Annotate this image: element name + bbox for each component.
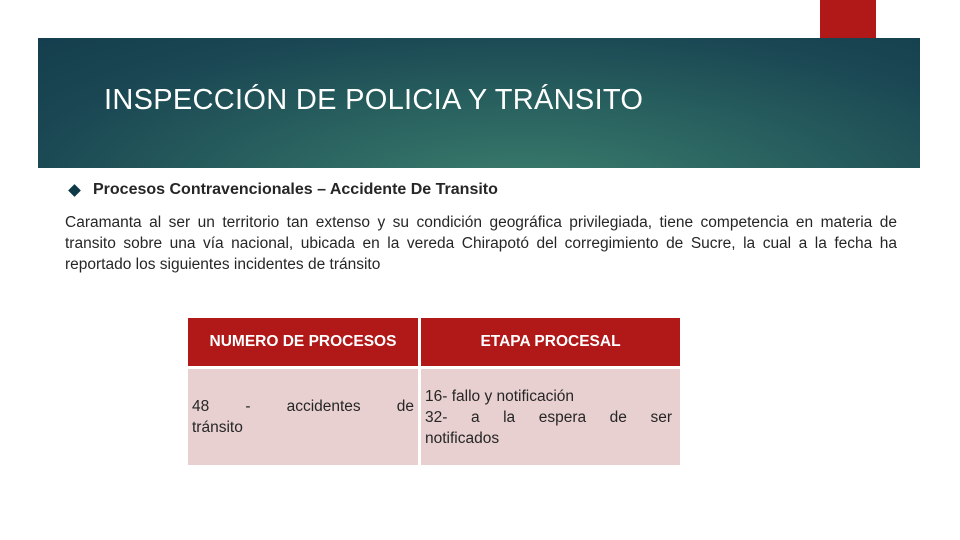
cell-line: tránsito bbox=[192, 419, 243, 436]
table-header-row bbox=[188, 318, 680, 368]
header-etapa-procesal: ETAPA PROCESAL bbox=[420, 318, 681, 368]
slide-title: INSPECCIÓN DE POLICIA Y TRÁNSITO bbox=[104, 84, 644, 116]
process-table bbox=[188, 318, 680, 465]
cell-line: 32- a la espera de ser bbox=[425, 408, 672, 426]
bullet-point bbox=[68, 180, 498, 200]
table-row bbox=[188, 368, 680, 466]
bullet-text: Procesos Contravencionales – Accidente De Transito bbox=[93, 181, 498, 198]
cell-line: notificados bbox=[425, 429, 500, 447]
body-paragraph: Caramanta al ser un territorio tan extenso y su condición geográfica privilegiada, tiene competencia en materia de transito sobre una vía nacional, ubicada en la vereda Chirapotó del corregimiento de Sucre, la cual a la fecha ha reportado los siguientes incidentes de tránsito bbox=[65, 214, 897, 273]
cell-etapa-procesal bbox=[420, 368, 681, 466]
cell-numero-procesos bbox=[188, 368, 420, 466]
header-numero-procesos: NUMERO DE PROCESOS bbox=[188, 318, 420, 368]
cell-line: 48 - accidentes de bbox=[192, 398, 414, 415]
diamond-bullet-icon bbox=[68, 184, 81, 197]
cell-line: 16- fallo y notificación bbox=[425, 387, 575, 405]
